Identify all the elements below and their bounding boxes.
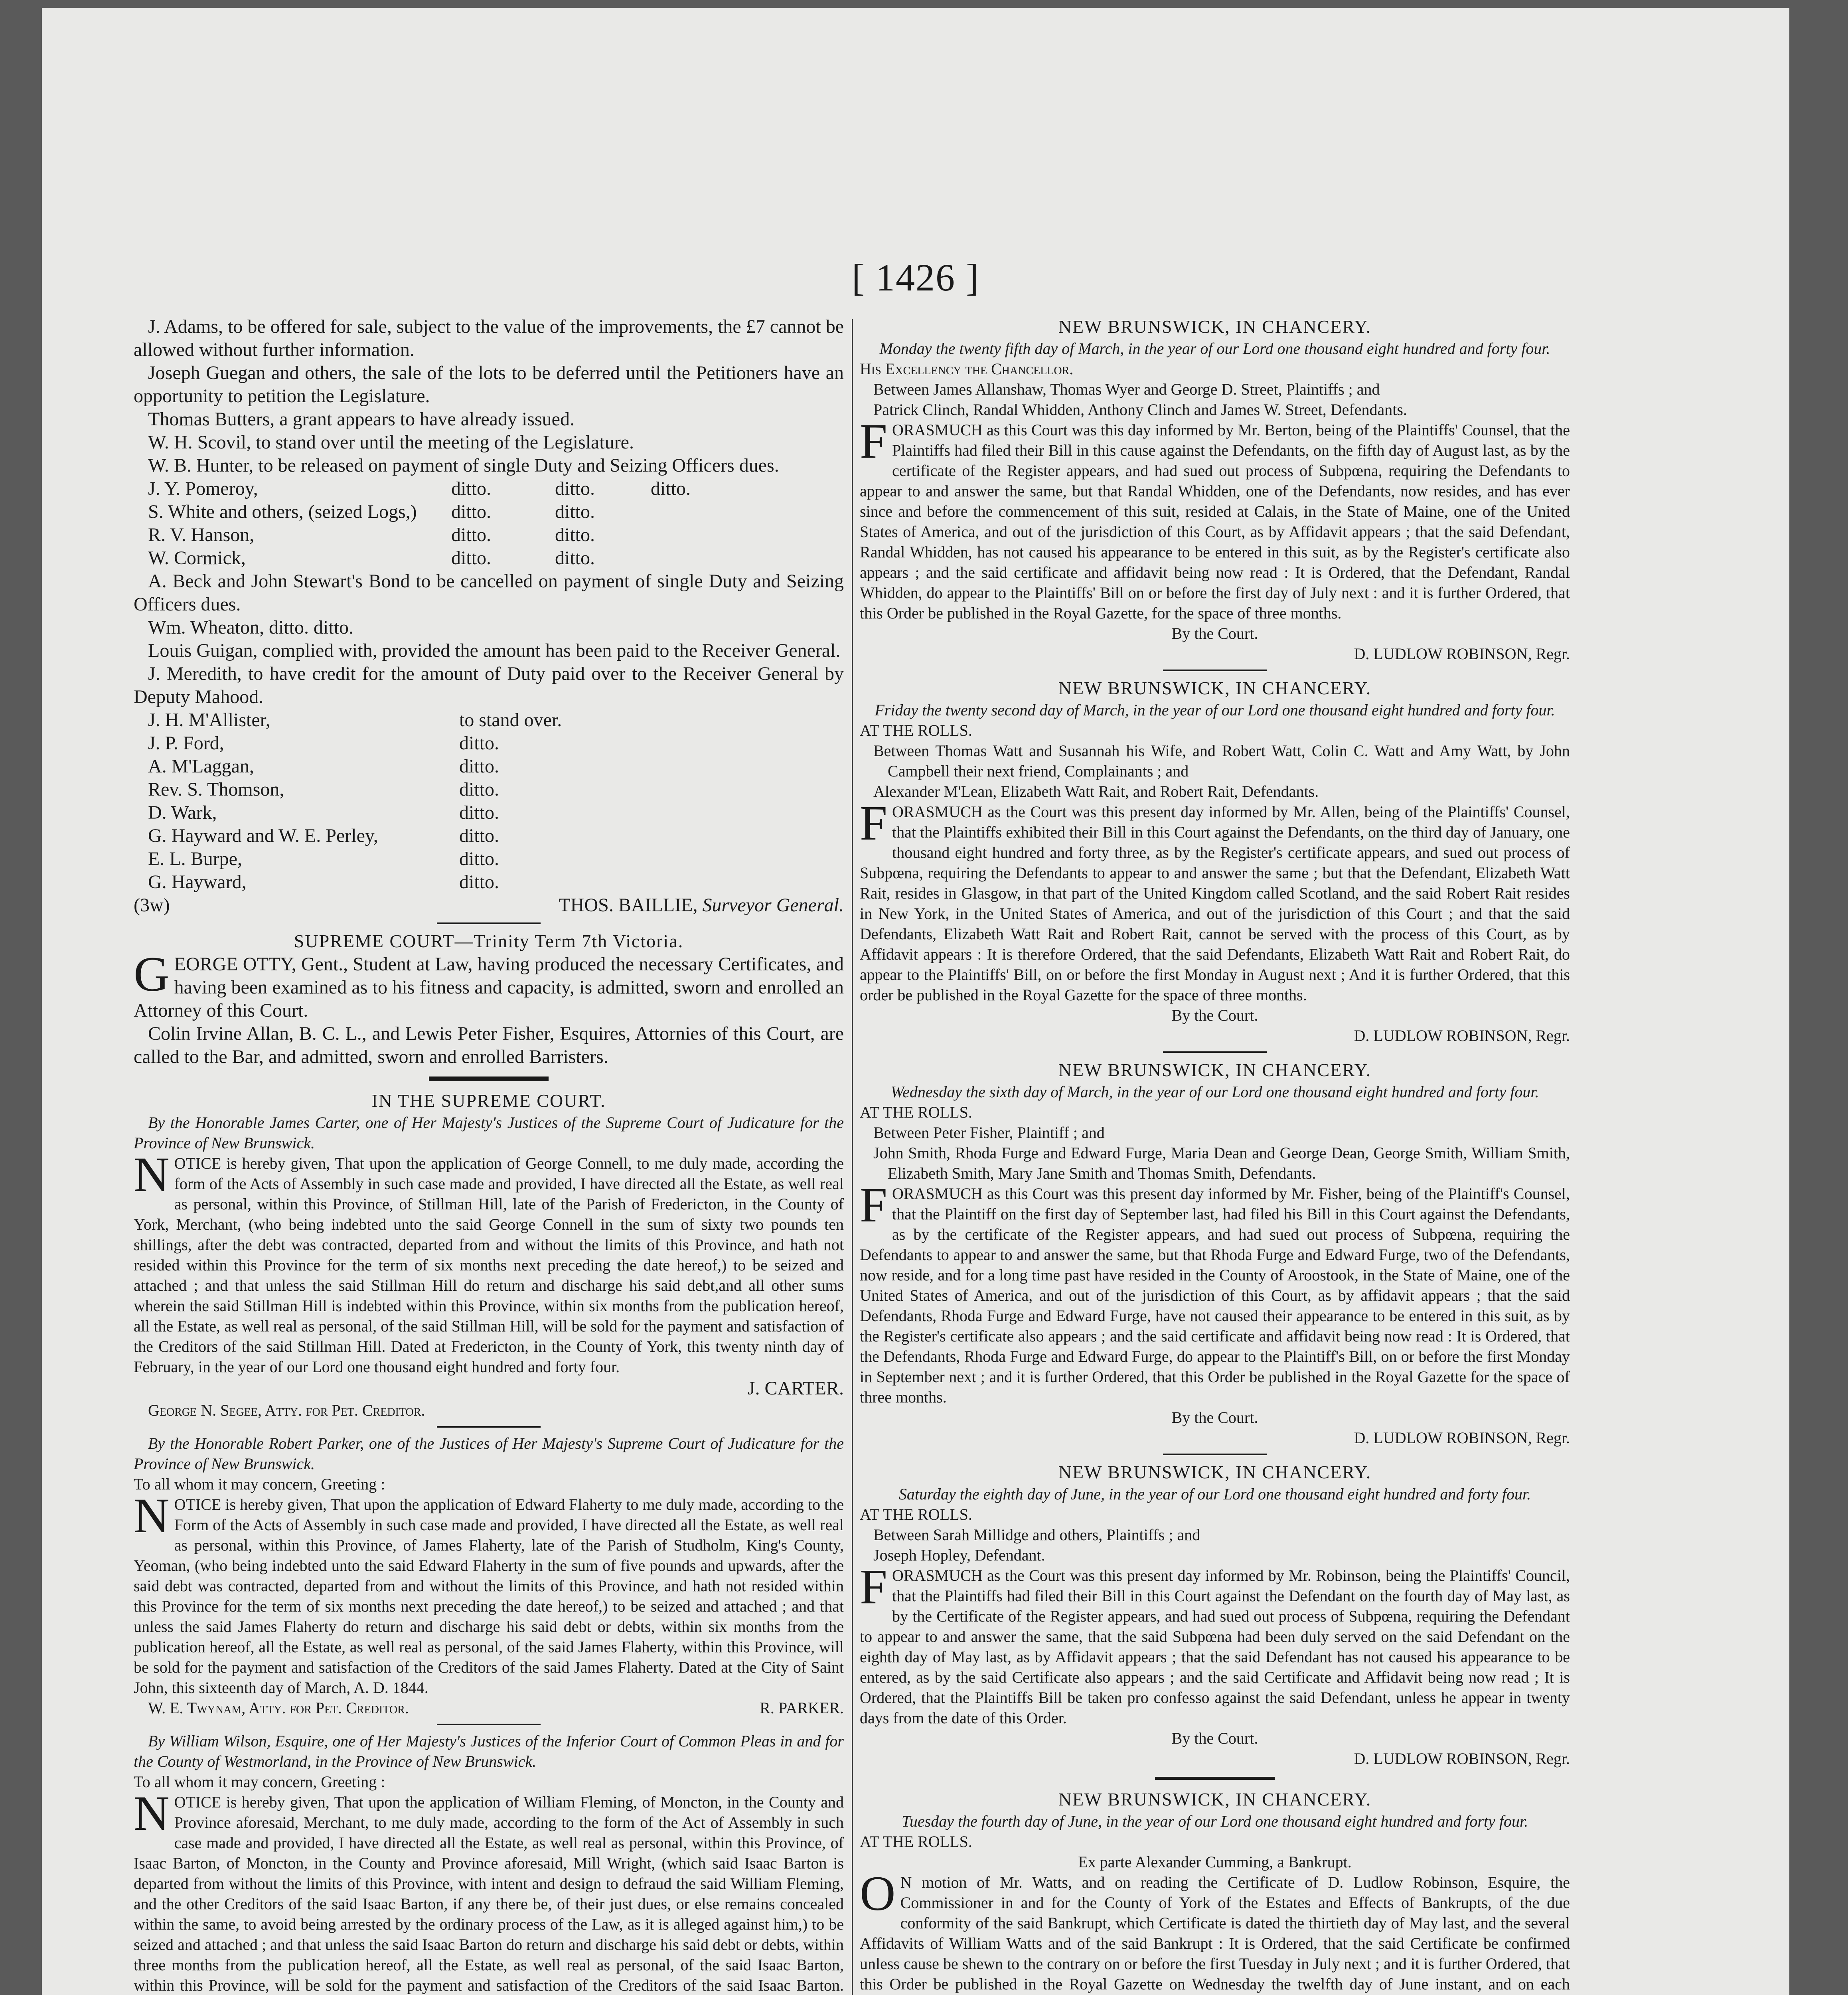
notice-heading: NEW BRUNSWICK, IN CHANCERY. <box>1058 1789 1372 1809</box>
notice-body: ORASMUCH as the Court was this present day informed by Mr. Robinson, being the Plaintiffs' Council, that the Plaintiffs had filed their Bill in this Court against the Defendant on the fourth day of May last, as by the Certificate of the Register appears, and had sued out process of Subpœna, requiring the Defendant to appear to and answer the same, that the said Subpœna had been duly served on the said Defendant on the eighth day of May last, as by Affidavit appears ; that the said Defendant has not caused his appearance to be entered, as by the said Certificate also appears ; and the said Certificate and Affidavit being now read ; It is Ordered, that the Plaintiffs Bill be taken pro confesso against the said Defendant, unless he appear in twenty days from the date of this Order. <box>860 1566 1570 1727</box>
signature: R. PARKER. <box>760 1699 844 1717</box>
table-cell: J. P. Ford, <box>148 733 224 754</box>
survey-notice <box>134 315 844 917</box>
registrar-signature: D. LUDLOW ROBINSON, Regr. <box>1354 1027 1570 1045</box>
party-line: Joseph Hopley, Defendant. <box>873 1546 1045 1564</box>
notice-body: OTICE is hereby given, That upon the application of Edward Flaherty to me duly made, according to the Form of the Acts of Assembly in such case made and provided, I have directed all the Estate, as well real as personal, within this Province, of James Flaherty, late of the Parish of Studholm, King's County, Yeoman, (who being indebted unto the said Edward Flaherty in the sum of five pounds and upwards, after the said debt was contracted, departed from and without the limits of this Province, and hath not resided within this Province for the term of six months next preceding the date hereof,) to be seized and attached ; and that unless the said James Flaherty do return and discharge his said debt or debts, within six months from the publication hereof, all the Estate, as well real as personal, of the said James Flaherty, within this Province, will be sold for the payment and satisfaction of the Creditors of the said James Flaherty. Dated at the City of Saint John, this sixteenth day of March, A. D. 1844. <box>134 1495 844 1697</box>
left-column <box>134 315 844 1995</box>
party-line: Between Sarah Millidge and others, Plaintiffs ; and <box>873 1526 1200 1544</box>
table-cell: ditto. <box>459 802 500 823</box>
drop-cap: N <box>134 1147 170 1202</box>
drop-cap: F <box>860 1559 887 1614</box>
table-cell: ditto. <box>555 547 595 569</box>
party-line: Alexander M'Lean, Elizabeth Watt Rait, and Robert Rait, Defendants. <box>873 782 1319 800</box>
greeting: To all whom it may concern, Greeting : <box>134 1475 385 1493</box>
table-cell <box>651 547 754 570</box>
greeting: To all whom it may concern, Greeting : <box>134 1773 385 1791</box>
table-cell: ditto. <box>555 501 595 522</box>
chancery-notice <box>860 1788 1570 1995</box>
notice-heading: NEW BRUNSWICK, IN CHANCERY. <box>1058 316 1372 337</box>
survey-line: Joseph Guegan and others, the sale of the lots to be deferred until the Petitioners have an opportunity to petition the Legislature. <box>134 362 844 407</box>
drop-cap: F <box>860 1177 887 1232</box>
table-cell: ditto. <box>555 478 595 499</box>
registrar-signature: D. LUDLOW ROBINSON, Regr. <box>1354 1429 1570 1447</box>
ditto-table <box>134 477 844 570</box>
notice-heading: NEW BRUNSWICK, IN CHANCERY. <box>1058 678 1372 698</box>
notice-date: Wednesday the sixth day of March, in the year of our Lord one thousand eight hundred and forty four. <box>890 1083 1539 1101</box>
chancery-notice <box>860 1059 1570 1448</box>
signatory-name: THOS. BAILLIE, <box>559 895 698 916</box>
notice-authority: By William Wilson, Esquire, one of Her Majesty's Justices of the Inferior Court of Common Pleas in and for the County of Westmorland, in the Province of New Brunswick. <box>134 1732 844 1770</box>
table-cell: S. White and others, (seized Logs,) <box>148 501 417 522</box>
section-heading: IN THE SUPREME COURT. <box>371 1090 606 1111</box>
survey-line: Thomas Butters, a grant appears to have already issued. <box>148 409 575 430</box>
divider <box>429 1077 549 1081</box>
party-line: Between Thomas Watt and Susannah his Wife, and Robert Watt, Colin C. Watt and Amy Watt, by John Campbell their next friend, Complainants ; and <box>873 742 1570 780</box>
attorney-line: W. E. Twynam, Atty. for Pet. Creditor. <box>148 1699 409 1717</box>
notice-authority: By the Honorable James Carter, one of Her Majesty's Justices of the Supreme Court of Judicature for the Province of New Brunswick. <box>134 1114 844 1152</box>
survey-line: A. Beck and John Stewart's Bond to be cancelled on payment of single Duty and Seizing Officers dues. <box>134 571 844 615</box>
drop-cap: F <box>860 796 887 850</box>
court-line: AT THE ROLLS. <box>860 1505 972 1523</box>
survey-line: W. H. Scovil, to stand over until the meeting of the Legislature. <box>148 432 634 453</box>
notice-date: Friday the twenty second day of March, in the year of our Lord one thousand eight hundred and forty four. <box>875 701 1555 719</box>
table-cell: ditto. <box>459 825 500 846</box>
table-cell: Rev. S. Thomson, <box>148 779 284 800</box>
table-cell: G. Hayward, <box>148 871 247 893</box>
table-cell: E. L. Burpe, <box>148 848 242 869</box>
court-line: AT THE ROLLS. <box>860 1833 972 1851</box>
divider <box>1163 1051 1267 1053</box>
drop-cap: F <box>860 414 887 468</box>
survey-line: W. B. Hunter, to be released on payment of single Duty and Seizing Officers dues. <box>148 455 779 476</box>
signature-line <box>134 894 844 917</box>
section-heading: SUPREME COURT—Trinity Term 7th Victoria. <box>294 931 684 951</box>
divider <box>1155 1777 1275 1780</box>
table-cell: J. H. M'Allister, <box>148 709 270 731</box>
party-line: Ex parte Alexander Cumming, a Bankrupt. <box>1078 1853 1352 1871</box>
by-court: By the Court. <box>1171 624 1258 642</box>
signatory-title: Surveyor General. <box>702 895 844 916</box>
notice-authority: By the Honorable Robert Parker, one of the Justices of Her Majesty's Supreme Court of Judicature for the Province of New Brunswick. <box>134 1434 844 1473</box>
table-cell: ditto. <box>459 779 500 800</box>
table-cell: ditto. <box>459 871 500 893</box>
drop-cap: N <box>134 1488 170 1543</box>
drop-cap: N <box>134 1786 170 1841</box>
page-number: [ 1426 ] <box>852 256 979 299</box>
divider <box>1163 1454 1267 1455</box>
table-cell: ditto. <box>451 524 492 545</box>
table-cell: D. Wark, <box>148 802 217 823</box>
table-cell: A. M'Laggan, <box>148 756 254 777</box>
table-cell: W. Cormick, <box>148 547 246 569</box>
court-line: AT THE ROLLS. <box>860 1103 972 1121</box>
chancery-notice <box>860 1461 1570 1769</box>
notice-body: ORASMUCH as this Court was this present day informed by Mr. Fisher, being of the Plaintiff's Counsel, that the Plaintiff on the first day of September last, had filed his Bill in this Court against the Defendants, as by the certificate of the Register appears, and had sued out process of Subpœna, requiring the Defendants to appear to and answer the same, but that Rhoda Furge and Edward Furge, two of the Defendants, now reside, and for a long time past have resided in the County of Aroostook, in the State of Maine, one of the United States of America, and out of the jurisdiction of this Court, as by affidavit appears ; that the said Defendants, Rhoda Furge and Edward Furge, have not caused their appearance to be entered in this suit, as by the Register's certificate also appears ; and the said certificate and affidavit being now read : It is Ordered, that the Defendants, Rhoda Furge and Edward Furge, do appear to the Plaintiff's Bill, on or before the first Monday in September next ; and it is further Ordered, that this Order be published in the Royal Gazette for the space of three months. <box>860 1185 1570 1406</box>
notice-body: OTICE is hereby given, That upon the application of George Connell, to me duly made, according the form of the Acts of Assembly in such case made and provided, I have directed all the Estate, as well real as personal, within this Province, of Stillman Hill, late of the Parish of Fredericton, in the County of York, Merchant, (who being indebted unto the said George Connell in the sum of sixty two pounds ten shillings, after the debt was contracted, departed from and without the limits of this Province, and hath not resided within this Province for the term of six months next preceding the date hereof,) to be seized and attached ; and that unless the said Stillman Hill do return and discharge his said debt,and all other sums wherein the said Stillman Hill is indebted within this Province, within six months from the publication hereof, all the Estate, as well real as personal, of the said Stillman Hill, will be sold for the payment and satisfaction of the Creditors of the said Stillman Hill. Dated at Fredericton, in the County of York, this twenty ninth day of February, in the year of our Lord one thousand eight hundred and forty four. <box>134 1154 844 1376</box>
signature: J. CARTER. <box>747 1378 844 1399</box>
survey-line: Louis Guigan, complied with, provided the amount has been paid to the Receiver General. <box>148 640 841 661</box>
insertion-count: (3w) <box>134 895 170 916</box>
by-court: By the Court. <box>1171 1006 1258 1024</box>
party-line: Between James Allanshaw, Thomas Wyer and George D. Street, Plaintiffs ; and <box>873 380 1380 398</box>
table-cell: ditto. <box>459 848 500 869</box>
table-cell: ditto. <box>651 478 691 499</box>
divider <box>437 922 541 924</box>
notice-heading: NEW BRUNSWICK, IN CHANCERY. <box>1058 1060 1372 1080</box>
newspaper-page <box>42 8 1789 1995</box>
signature-line <box>134 1698 844 1718</box>
table-cell: ditto. <box>459 756 500 777</box>
notice-date: Monday the twenty fifth day of March, in the year of our Lord one thousand eight hundred and forty four. <box>879 340 1550 358</box>
attorney-line: George N. Segee, Atty. for Pet. Creditor. <box>148 1401 425 1419</box>
table-cell <box>651 523 754 547</box>
by-court: By the Court. <box>1171 1729 1258 1747</box>
party-line: Between Peter Fisher, Plaintiff ; and <box>873 1124 1105 1142</box>
table-cell: J. Y. Pomeroy, <box>148 478 258 499</box>
table-cell: ditto. <box>459 733 500 754</box>
table-cell: R. V. Hanson, <box>148 524 255 545</box>
notice-body: EORGE OTTY, Gent., Student at Law, having produced the necessary Certificates, and having been examined as to his fitness and capacity, is admitted, sworn and enrolled an Attorney of this Court. <box>134 954 844 1021</box>
notice-body: N motion of Mr. Watts, and on reading the Certificate of D. Ludlow Robinson, Esquire, the Commissioner in and for the County of York of the Estates and Effects of Bankrupts, of the due conformity of the said Bankrupt, which Certificate is dated the thirtieth day of May last, and the several Affidavits of William Watts and of the said Bankrupt : It is Ordered, that the said Certificate be confirmed unless cause be shewn to the contrary on or before the first Tuesday in July next ; and it is further Ordered, that this Order be published in the Royal Gazette on Wednesday the twelfth day of June instant, and on each <box>860 1873 1570 1993</box>
survey-line: Wm. Wheaton, ditto. ditto. <box>148 617 354 638</box>
court-line: His Excellency the Chancellor. <box>860 360 1074 378</box>
survey-line: J. Meredith, to have credit for the amount of Duty paid over to the Receiver General by Deputy Mahood. <box>134 663 844 707</box>
registrar-signature: D. LUDLOW ROBINSON, Regr. <box>1354 1750 1570 1768</box>
court-line: AT THE ROLLS. <box>860 721 972 739</box>
divider <box>1163 670 1267 671</box>
notice-body: OTICE is hereby given, That upon the application of William Fleming, of Moncton, in the County and Province aforesaid, Merchant, to me duly made, according to the form of the Act of Assembly in such case made and provided, I have directed all the Estate, as well real as personal, within this Province, of Isaac Barton, of Moncton, in the County and Province aforesaid, Mill Wright, (which said Isaac Barton is departed from without the limits of this Province, with intent and design to defraud the said William Fleming, and the other Creditors of the said Isaac Barton, if any there be, of their just dues, or else remains concealed within the same, to avoid being arrested by the ordinary process of the Law, as it is alleged against him,) to be seized and attached ; and that unless the said Isaac Barton do return and discharge his said debt or debts, within three months from the publication hereof, all the Estate, as well real as personal, of the said Isaac Barton, within this Province, will be sold for the payment and satisfaction of the Creditors of the said Isaac Barton. <box>134 1793 844 1994</box>
right-column <box>860 315 1570 1995</box>
notice-body: ORASMUCH as the Court was this present day informed by Mr. Allen, being of the Plaintiffs' Counsel, that the Plaintiffs exhibited their Bill in this Court against the Defendants, on the third day of January, one thousand eight hundred and forty three, as by the Register's certificate appears, and sued out process of Subpœna, requiring the Defendants to appear to and answer the same ; but that the Defendant, Elizabeth Watt Rait, resides in Glasgow, in that part of the United Kingdom called Scotland, and the said Robert Rait resides in New York, in the United States of America, and out of the jurisdiction of this Court ; and that the said Defendants, Elizabeth Watt Rait and Robert Rait, cannot be served with the process of this Court, as by Affidavit appears : It is therefore Ordered, that the said Defendants, Elizabeth Watt Rait and Robert Rait, do appear to the Plaintiffs' Bill, on or before the first Monday in August next ; And it is further Ordered, that this order be published in the Royal Gazette for the space of three months. <box>860 803 1570 1004</box>
column-rule <box>852 319 853 1995</box>
notice-date: Tuesday the fourth day of June, in the year of our Lord one thousand eight hundred and forty four. <box>901 1812 1528 1830</box>
table-cell: ditto. <box>451 501 492 522</box>
chancery-notice <box>860 315 1570 664</box>
table-cell: ditto. <box>451 478 492 499</box>
divider <box>437 1724 541 1725</box>
registrar-signature: D. LUDLOW ROBINSON, Regr. <box>1354 645 1570 663</box>
party-line: John Smith, Rhoda Furge and Edward Furge, Maria Dean and George Dean, George Smith, William Smith, Elizabeth Smith, Mary Jane Smith and Thomas Smith, Defendants. <box>873 1144 1570 1182</box>
survey-line: J. Adams, to be offered for sale, subject to the value of the improvements, the £7 cannot be allowed without further information. <box>134 316 844 360</box>
table-cell: ditto. <box>451 547 492 569</box>
drop-cap: O <box>860 1866 896 1921</box>
table-cell: ditto. <box>555 524 595 545</box>
by-court: By the Court. <box>1171 1408 1258 1426</box>
notice-date: Saturday the eighth day of June, in the year of our Lord one thousand eight hundred and forty four. <box>898 1485 1531 1503</box>
divider <box>437 1426 541 1428</box>
table-cell <box>651 500 754 523</box>
party-line: Patrick Clinch, Randal Whidden, Anthony Clinch and James W. Street, Defendants. <box>873 401 1407 419</box>
notice-heading: NEW BRUNSWICK, IN CHANCERY. <box>1058 1462 1372 1482</box>
ditto-table <box>134 709 844 894</box>
notice-body: ORASMUCH as this Court was this day informed by Mr. Berton, being of the Plaintiffs' Counsel, that the Plaintiffs had filed their Bill in this cause against the Defendants, on the fifth day of August last, as by the certificate of the Register appears, and had sued out process of Subpœna, requiring the Defendants to appear to and answer the same, but that Randal Whidden, one of the Defendants, now resides, and has ever since and before the commencement of this suit, resided at Calais, in the State of Maine, one of the United States of America, and out of the jurisdiction of this Court, as by Affidavit appears ; that the said Defendant, Randal Whidden, has not caused his appearance to be entered in this suit, as by the Register's certificate also appears ; and the said certificate and affidavit being now read : It is Ordered, that the Defendant, Randal Whidden, do appear to the Plaintiffs' Bill on or before the first day of July next : and it is further Ordered, that this Order be published in the Royal Gazette, for the space of three months. <box>860 421 1570 622</box>
table-cell: to stand over. <box>459 709 562 731</box>
table-cell: G. Hayward and W. E. Perley, <box>148 825 378 846</box>
drop-cap: G <box>134 947 170 1001</box>
chancery-notice <box>860 677 1570 1046</box>
notice-body: Colin Irvine Allan, B. C. L., and Lewis Peter Fisher, Esquires, Attornies of this Court, are called to the Bar, and admitted, sworn and enrolled Barristers. <box>134 1023 844 1067</box>
